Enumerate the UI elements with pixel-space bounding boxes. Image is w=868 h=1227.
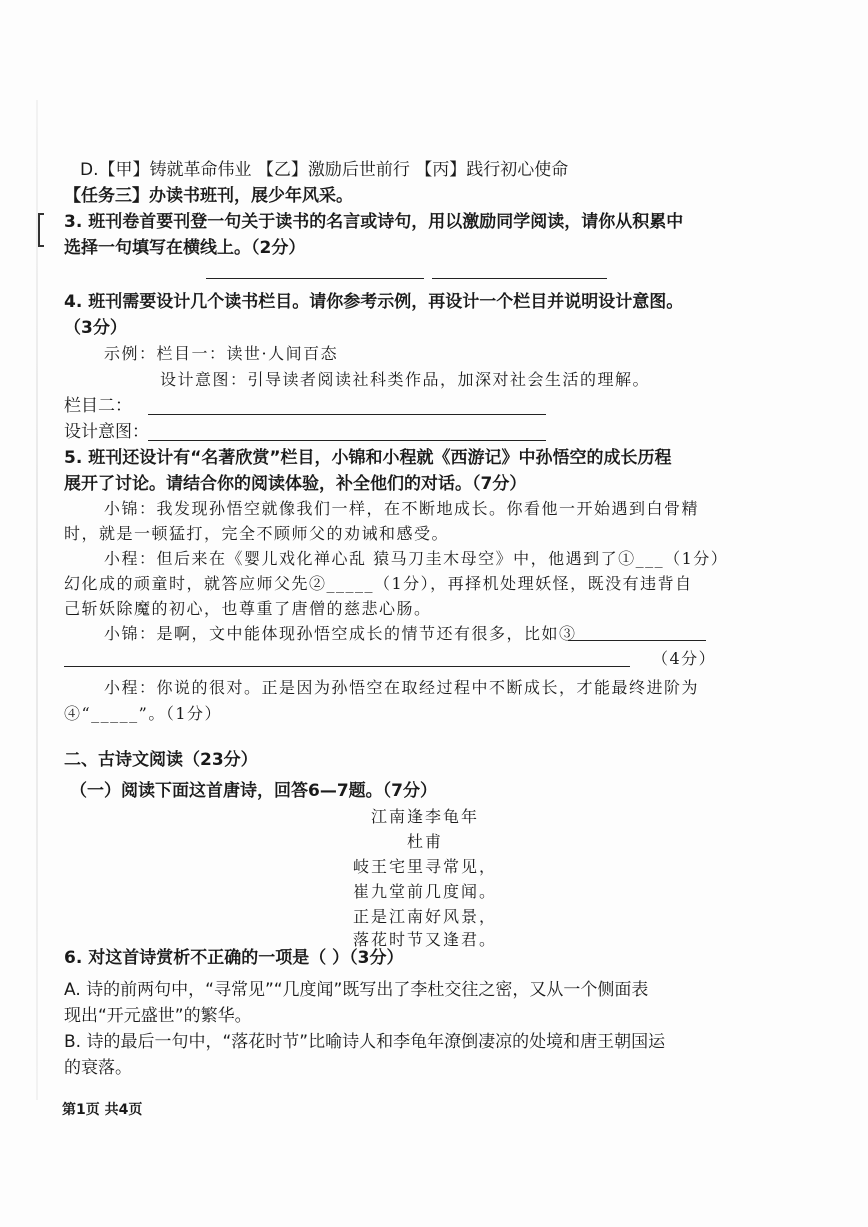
example-intent: 设计意图：引导读者阅读社科类作品，加深对社会生活的理解。 <box>160 370 651 389</box>
q4-line2: （3分） <box>64 318 127 338</box>
column2-label: 栏目二： <box>64 396 132 416</box>
poem-verse: 正是江南好风景， <box>352 907 497 926</box>
q6-option-a-line2: 现出“开元盛世”的繁华。 <box>64 1006 252 1026</box>
answer3-line-1[interactable] <box>568 640 706 641</box>
intent-label: 设计意图： <box>64 422 149 442</box>
dialogue2-line3: 己斩妖除魔的初心，也尊重了唐僧的慈悲心肠。 <box>64 599 432 618</box>
poem-verse: 崔九堂前几度闻。 <box>352 882 497 901</box>
poem-title: 江南逢李龟年 <box>370 807 479 826</box>
poem-author: 杜甫 <box>406 832 443 851</box>
q5-line1: 5. 班刊还设计有“名著欣赏”栏目，小锦和小程就《西游记》中孙悟空的成长历程 <box>64 448 672 468</box>
q6-heading: 6. 对这首诗赏析不正确的一项是（ ）（3分） <box>64 948 404 968</box>
q5-line2: 展开了讨论。请结合你的阅读体验，补全他们的对话。（7分） <box>64 474 527 494</box>
q4-line1: 4. 班刊需要设计几个读书栏目。请你参考示例，再设计一个栏目并说明设计意图。 <box>64 292 684 312</box>
dialogue4-line2: ④“_____”。（1分） <box>64 704 223 723</box>
intent-answer-line[interactable] <box>148 440 546 441</box>
poem-verse: 落花时节又逢君。 <box>352 930 497 949</box>
dialogue4-line1: 小程：你说的很对。正是因为孙悟空在取经过程中不断成长，才能最终进阶为 <box>104 678 700 697</box>
dialogue1-line1: 小锦：我发现孙悟空就像我们一样，在不断地成长。你看他一开始遇到白骨精 <box>104 499 700 518</box>
q3-line1: 3. 班刊卷首要刊登一句关于读书的名言或诗句，用以激励同学阅读，请你从积累中 <box>64 212 684 232</box>
poem-verse: 岐王宅里寻常见， <box>352 857 497 876</box>
example-column: 示例：栏目一：读世·人间百态 <box>104 344 339 363</box>
section2-heading: 二、古诗文阅读（23分） <box>64 750 258 770</box>
q6-option-a-line1: A. 诗的前两句中，“寻常见”“几度闻”既写出了李杜交往之密，又从一个侧面表 <box>64 980 649 1000</box>
section2-part1-heading: （一）阅读下面这首唐诗，回答6—7题。（7分） <box>70 781 437 801</box>
scan-edge <box>36 100 38 1100</box>
q6-option-b-line1: B. 诗的最后一句中，“落花时节”比喻诗人和李龟年潦倒凄凉的处境和唐王朝国运 <box>64 1032 666 1052</box>
column2-answer-line[interactable] <box>148 414 546 415</box>
page-footer: 第1页 共4页 <box>62 1102 143 1118</box>
q3-line2: 选择一句填写在横线上。（2分） <box>64 238 306 258</box>
dialogue2-line2: 幻化成的顽童时，就答应师父先②_____（1分），再择机处理妖怪，既没有违背自 <box>64 574 693 593</box>
option-d: D.【甲】铸就革命伟业 【乙】激励后世前行 【丙】践行初心使命 <box>80 160 569 180</box>
answer3-line-2[interactable] <box>64 666 630 667</box>
dialogue1-line2: 时，就是一顿猛打，完全不顾师父的劝诫和感受。 <box>64 524 450 543</box>
q3-answer-line-1[interactable] <box>206 278 424 279</box>
bracket-mark <box>38 213 44 247</box>
q3-answer-line-2[interactable] <box>432 278 607 279</box>
dialogue2-line1: 小程：但后来在《婴儿戏化禅心乱 猿马刀圭木母空》中，他遇到了①___（1分） <box>104 549 729 568</box>
dialogue3-line1: 小锦：是啊，文中能体现孙悟空成长的情节还有很多，比如③ <box>104 624 577 643</box>
q6-option-b-line2: 的衰落。 <box>64 1058 132 1078</box>
task3-heading: 【任务三】办读书班刊，展少年风采。 <box>64 186 353 206</box>
answer3-score: （4分） <box>652 649 717 668</box>
